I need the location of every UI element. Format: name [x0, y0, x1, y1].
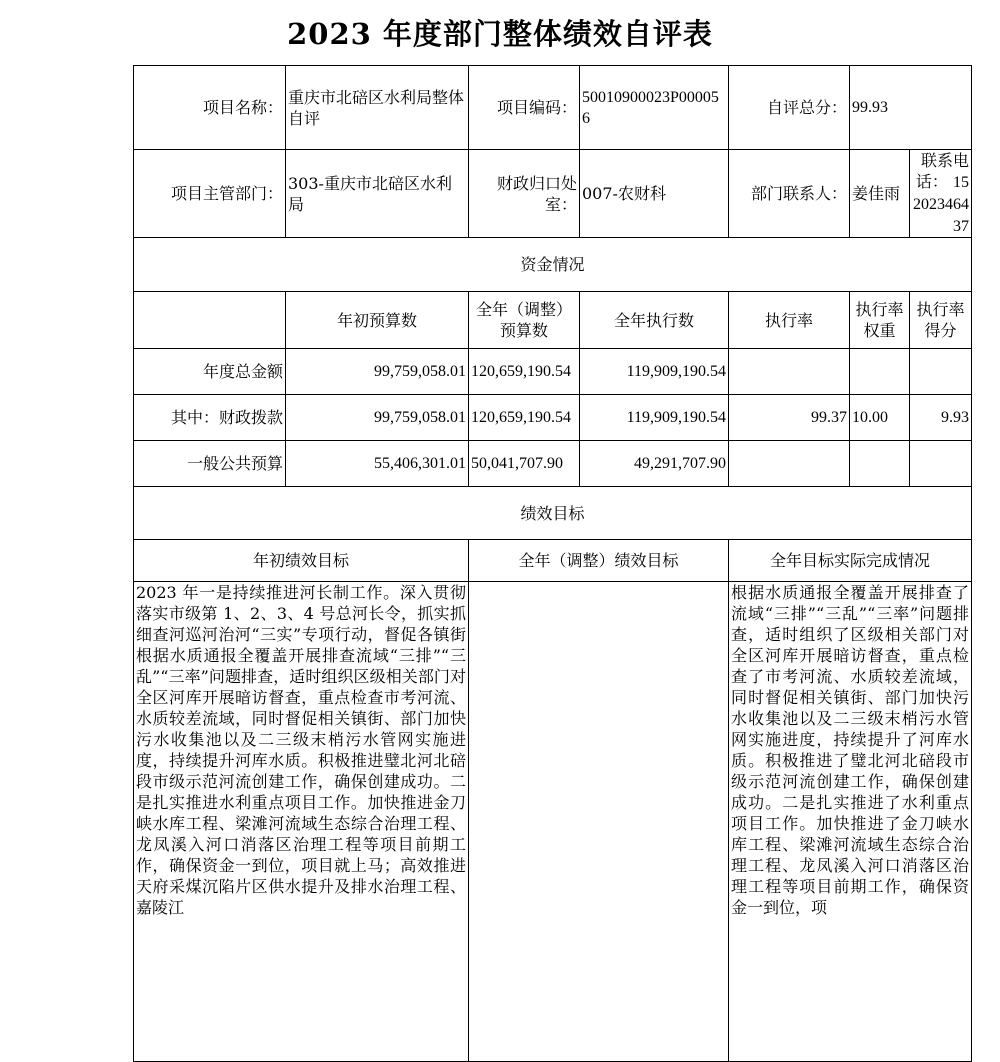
funds-row-score: [910, 441, 972, 487]
funds-row: [134, 441, 972, 487]
funds-header-row: [134, 292, 972, 349]
finance-office-value: 007-农财科: [580, 150, 729, 238]
performance-content-row: [134, 582, 972, 1062]
funds-row-executed: 119,909,190.54: [580, 349, 729, 395]
dept-value: 303-重庆市北碚区水利局: [286, 150, 469, 238]
funds-row-initial: 55,406,301.01: [286, 441, 469, 487]
funds-row: [134, 395, 972, 441]
info-row-1: [134, 66, 972, 150]
funds-row-executed: 119,909,190.54: [580, 395, 729, 441]
funds-header-executed: 全年执行数: [580, 292, 729, 349]
funds-header-blank: [134, 292, 286, 349]
funds-row-weight: [850, 441, 910, 487]
dept-label: 项目主管部门：: [134, 150, 286, 238]
performance-header-adjusted: 全年（调整）绩效目标: [469, 540, 729, 582]
funds-row-label: 其中：财政拨款: [134, 395, 286, 441]
funds-header-weight: 执行率权重: [850, 292, 910, 349]
actual-completion-text: 根据水质通报全覆盖开展排查了流域“三排”“三乱”“三率”问题排查，适时组织了区级相关部门对全区河库开展暗访督查，重点检查了市考河流、水质较差流域，同时督促相关镇街、部门加快污水收集池以及二三级末梢污水管网实施进度，持续提升了河库水质。积极推进了璧北河北碚段市级示范河流创建工作，确保创建成功。二是扎实推进了水利重点项目工作。加快推进了金刀峡水库工程、梁滩河流域生态综合治理工程、龙凤溪入河口消落区治理工程等项目前期工作，确保资金一到位，项: [729, 582, 972, 1062]
performance-table: [133, 65, 972, 1062]
funds-row-weight: 10.00: [850, 395, 910, 441]
performance-section-row: [134, 487, 972, 540]
funds-row-adjusted: 120,659,190.54: [469, 395, 580, 441]
funds-header-adjusted: 全年（调整）预算数: [469, 292, 580, 349]
funds-row-score: 9.93: [910, 395, 972, 441]
funds-header-score: 执行率得分: [910, 292, 972, 349]
funds-row-label: 年度总金额: [134, 349, 286, 395]
funds-row-initial: 99,759,058.01: [286, 395, 469, 441]
self-score-label: 自评总分：: [729, 66, 850, 150]
performance-header-initial: 年初绩效目标: [134, 540, 469, 582]
project-code-value: 50010900023P000056: [580, 66, 729, 150]
info-row-2: [134, 150, 972, 238]
funds-row-label: 一般公共预算: [134, 441, 286, 487]
funds-row-rate: [729, 349, 850, 395]
initial-goal-text: 2023 年一是持续推进河长制工作。深入贯彻落实市级第 1、2、3、4 号总河长令，抓实抓细查河巡河治河“三实”专项行动，督促各镇街根据水质通报全覆盖开展排查流域“三排”“三乱”“三率”问题排查，适时组织区级相关部门对全区河库开展暗访督查，重点检查市考河流、水质较差流域，同时督促相关镇街、部门加快污水收集池以及二三级末梢污水管网实施进度，持续提升河库水质。积极推进璧北河北碚段市级示范河流创建工作，确保创建成功。二是扎实推进水利重点项目工作。加快推进金刀峡水库工程、梁滩河流域生态综合治理工程、龙凤溪入河口消落区治理工程等项目前期工作，确保资金一到位，项目就上马；高效推进天府采煤沉陷片区供水提升及排水治理工程、嘉陵江: [134, 582, 469, 1062]
funds-section-row: [134, 238, 972, 292]
contact-label: 部门联系人：: [729, 150, 850, 238]
funds-row-rate: [729, 441, 850, 487]
phone-cell: [910, 150, 972, 238]
funds-section-title: 资金情况: [134, 238, 972, 292]
funds-row-adjusted: 120,659,190.54: [469, 349, 580, 395]
self-score-value: 99.93: [850, 66, 972, 150]
performance-header-row: [134, 540, 972, 582]
finance-office-label: 财政归口处室：: [469, 150, 580, 238]
phone-label: 联系电话：: [915, 151, 969, 191]
phone-value: 15202346437: [913, 174, 969, 235]
project-name-label: 项目名称：: [134, 66, 286, 150]
contact-value: 姜佳雨: [850, 150, 910, 238]
page-title: 2023 年度部门整体绩效自评表: [287, 17, 713, 51]
project-name-value: 重庆市北碚区水利局整体自评: [286, 66, 469, 150]
project-code-label: 项目编码：: [469, 66, 580, 150]
funds-row-adjusted: 50,041,707.90: [469, 441, 580, 487]
adjusted-goal-text: [469, 582, 729, 1062]
funds-row-rate: 99.37: [729, 395, 850, 441]
funds-row-initial: 99,759,058.01: [286, 349, 469, 395]
funds-row: [134, 349, 972, 395]
funds-header-rate: 执行率: [729, 292, 850, 349]
funds-row-score: [910, 349, 972, 395]
funds-row-executed: 49,291,707.90: [580, 441, 729, 487]
performance-header-actual: 全年目标实际完成情况: [729, 540, 972, 582]
performance-section-title: 绩效目标: [134, 487, 972, 540]
funds-header-initial: 年初预算数: [286, 292, 469, 349]
funds-row-weight: [850, 349, 910, 395]
